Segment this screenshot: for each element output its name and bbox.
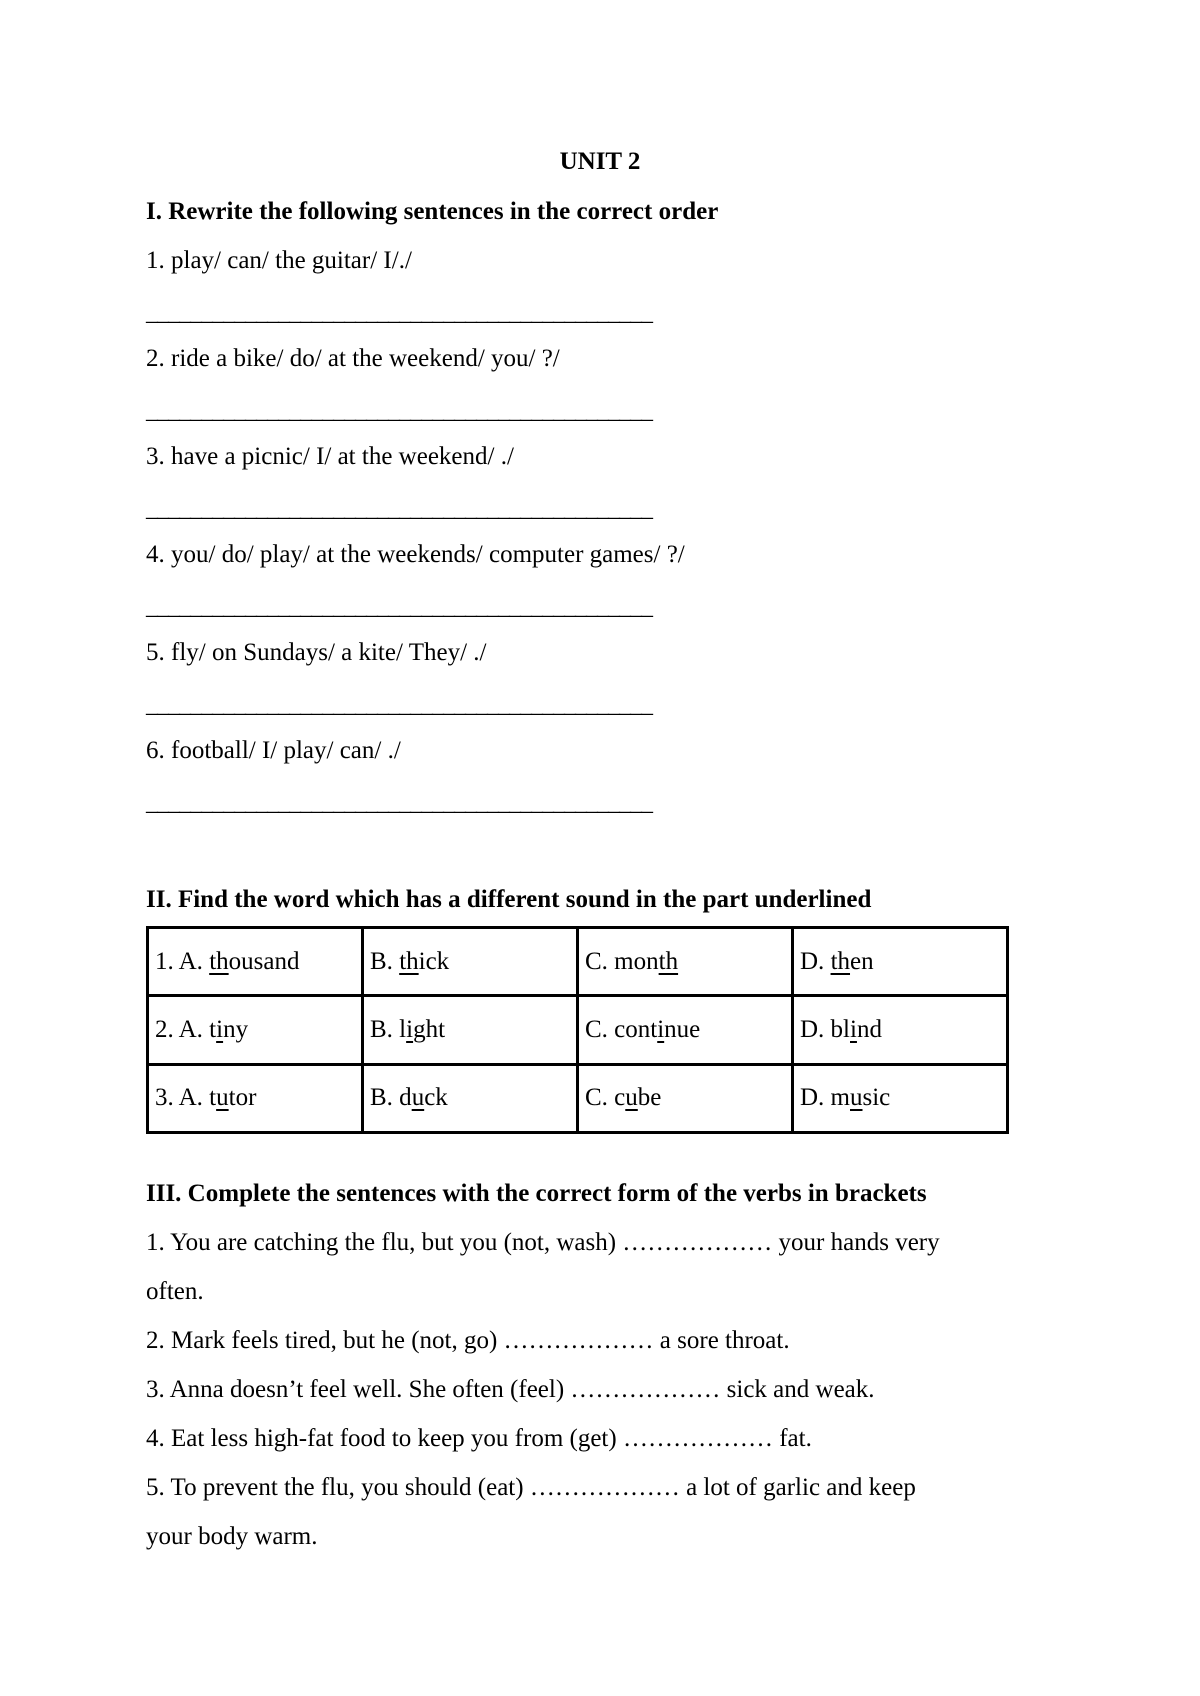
sound-option[interactable]: 1. A. thousand — [148, 928, 363, 996]
section-2-heading: II. Find the word which has a different sound in the part underlined — [146, 886, 872, 913]
sound-option[interactable]: C. month — [578, 928, 793, 996]
sound-option[interactable]: B. duck — [363, 1064, 578, 1132]
sound-option[interactable]: D. music — [793, 1064, 1008, 1132]
sound-row-3 — [148, 1064, 1008, 1132]
answer-line-6[interactable]: ______________________________________________ — [146, 790, 652, 816]
answer-line-3[interactable]: ______________________________________________ — [146, 496, 652, 522]
verb-item-5-continued: your body warm. — [146, 1523, 318, 1550]
verb-item-5: 5. To prevent the flu, you should (eat) ……………… a lot of garlic and keep — [146, 1474, 916, 1501]
reorder-item-2: 2. ride a bike/ do/ at the weekend/ you/ ?/ — [146, 345, 560, 372]
verb-item-1-continued: often. — [146, 1278, 204, 1305]
reorder-item-6: 6. football/ I/ play/ can/ ./ — [146, 737, 401, 764]
verb-item-3: 3. Anna doesn’t feel well. She often (feel) ……………… sick and weak. — [146, 1376, 875, 1403]
unit-title: UNIT 2 — [559, 148, 641, 175]
verb-item-2: 2. Mark feels tired, but he (not, go) ……………… a sore throat. — [146, 1327, 790, 1354]
sound-option[interactable]: C. continue — [578, 996, 793, 1064]
answer-line-1[interactable]: ______________________________________________ — [146, 300, 652, 326]
reorder-item-5: 5. fly/ on Sundays/ a kite/ They/ ./ — [146, 639, 487, 666]
answer-line-5[interactable]: ______________________________________________ — [146, 692, 652, 718]
sound-option[interactable]: B. light — [363, 996, 578, 1064]
sound-row-2 — [148, 996, 1008, 1064]
verb-item-4: 4. Eat less high-fat food to keep you from (get) ……………… fat. — [146, 1425, 812, 1452]
section-3-heading: III. Complete the sentences with the correct form of the verbs in brackets — [146, 1180, 927, 1207]
reorder-item-1: 1. play/ can/ the guitar/ I/./ — [146, 247, 412, 274]
reorder-item-4: 4. you/ do/ play/ at the weekends/ computer games/ ?/ — [146, 541, 685, 568]
sound-table — [146, 926, 1009, 1134]
sound-option[interactable]: D. blind — [793, 996, 1008, 1064]
answer-line-2[interactable]: ______________________________________________ — [146, 398, 652, 424]
sound-row-1 — [148, 928, 1008, 996]
verb-item-1: 1. You are catching the flu, but you (not, wash) ……………… your hands very — [146, 1229, 940, 1256]
section-1-heading: I. Rewrite the following sentences in the correct order — [146, 198, 719, 225]
answer-line-4[interactable]: ______________________________________________ — [146, 594, 652, 620]
sound-option[interactable]: 3. A. tutor — [148, 1064, 363, 1132]
sound-option[interactable]: B. thick — [363, 928, 578, 996]
reorder-item-3: 3. have a picnic/ I/ at the weekend/ ./ — [146, 443, 514, 470]
sound-option[interactable]: 2. A. tiny — [148, 996, 363, 1064]
sound-option[interactable]: C. cube — [578, 1064, 793, 1132]
sound-option[interactable]: D. then — [793, 928, 1008, 996]
